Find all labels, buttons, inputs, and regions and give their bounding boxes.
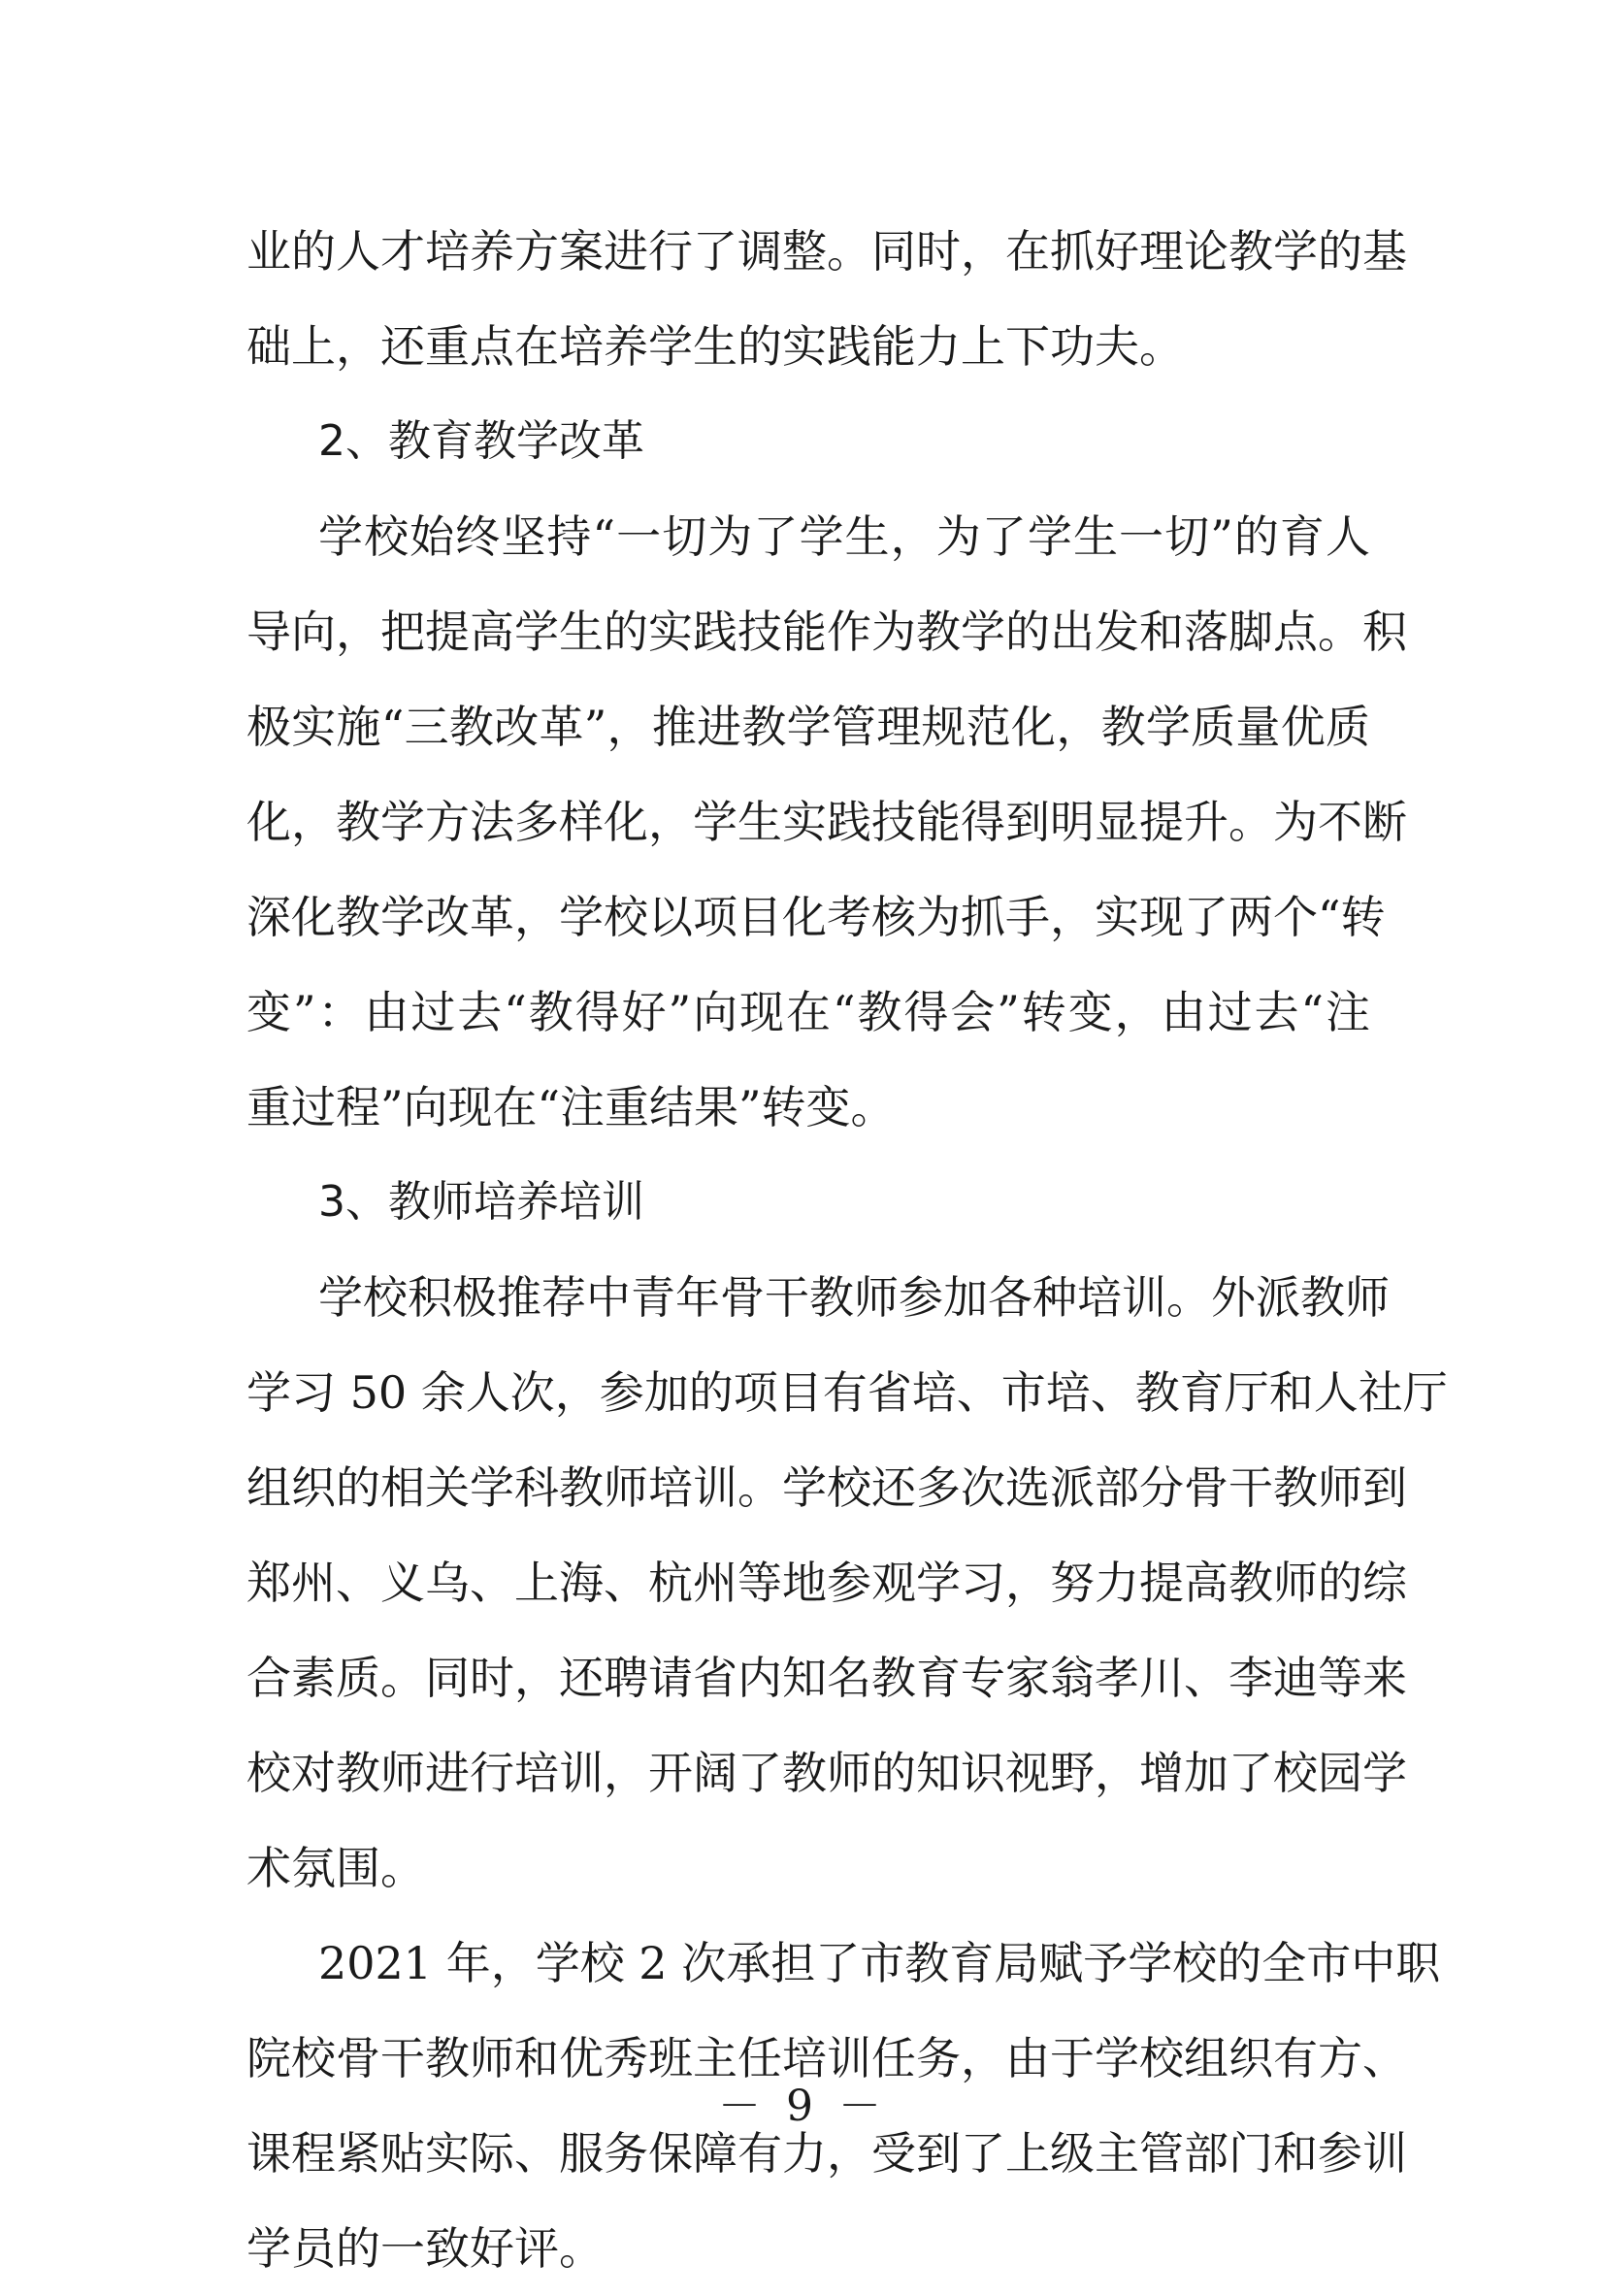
text-line: 化，教学方法多样化，学生实践技能得到明显提升。为不断 [246, 796, 1407, 848]
text-line: 合素质。同时，还聘请省内知名教育专家翁孝川、李迪等来 [246, 1652, 1407, 1704]
text-line: 学校始终坚持“一切为了学生，为了学生一切”的育人 [318, 510, 1370, 563]
text-line: 术氛围。 [246, 1842, 425, 1894]
text-line: 组织的相关学科教师培训。学校还多次选派部分骨干教师到 [246, 1461, 1407, 1514]
paragraph-teaching-reform [246, 489, 1407, 1155]
text-line: 2021 年，学校 2 次承担了市教育局赋予学校的全市中职 [318, 1937, 1441, 1989]
text-line: 课程紧贴实际、服务保障有力，受到了上级主管部门和参训 [246, 2127, 1407, 2180]
document-body [246, 204, 1448, 2296]
text-line: 院校骨干教师和优秀班主任培训任务，由于学校组织有方、 [246, 2032, 1407, 2084]
text-line: 学校积极推荐中青年骨干教师参加各种培训。外派教师 [318, 1271, 1390, 1324]
text-line: 业的人才培养方案进行了调整。同时，在抓好理论教学的基 [246, 225, 1407, 278]
text-line: 变”：由过去“教得好”向现在“教得会”转变，由过去“注 [246, 986, 1370, 1038]
page-number: － 9 － [718, 2082, 887, 2131]
text-line: 学员的一致好评。 [246, 2222, 604, 2275]
text-line: 郑州、义乌、上海、杭州等地参观学习，努力提高教师的综 [246, 1557, 1407, 1609]
text-line: 深化教学改革，学校以项目化考核为抓手，实现了两个“转 [246, 891, 1386, 943]
text-line: 学习 50 余人次，参加的项目有省培、市培、教育厅和人社厅 [246, 1366, 1448, 1419]
text-line: 导向，把提高学生的实践技能作为教学的出发和落脚点。积 [246, 606, 1407, 658]
text-line: 极实施“三教改革”，推进教学管理规范化，教学质量优质 [246, 701, 1370, 753]
text-line: 础上，还重点在培养学生的实践能力上下功夫。 [246, 320, 1184, 373]
section-heading-teaching-reform: 2、教育教学改革 [318, 416, 644, 466]
paragraph-teacher-training [246, 1250, 1448, 1916]
section-heading-teacher-training: 3、教师培养培训 [318, 1177, 644, 1227]
paragraph-curriculum [246, 204, 1407, 394]
text-line: 重过程”向现在“注重结果”转变。 [246, 1081, 896, 1133]
text-line: 校对教师进行培训，开阔了教师的知识视野，增加了校园学 [246, 1747, 1407, 1799]
